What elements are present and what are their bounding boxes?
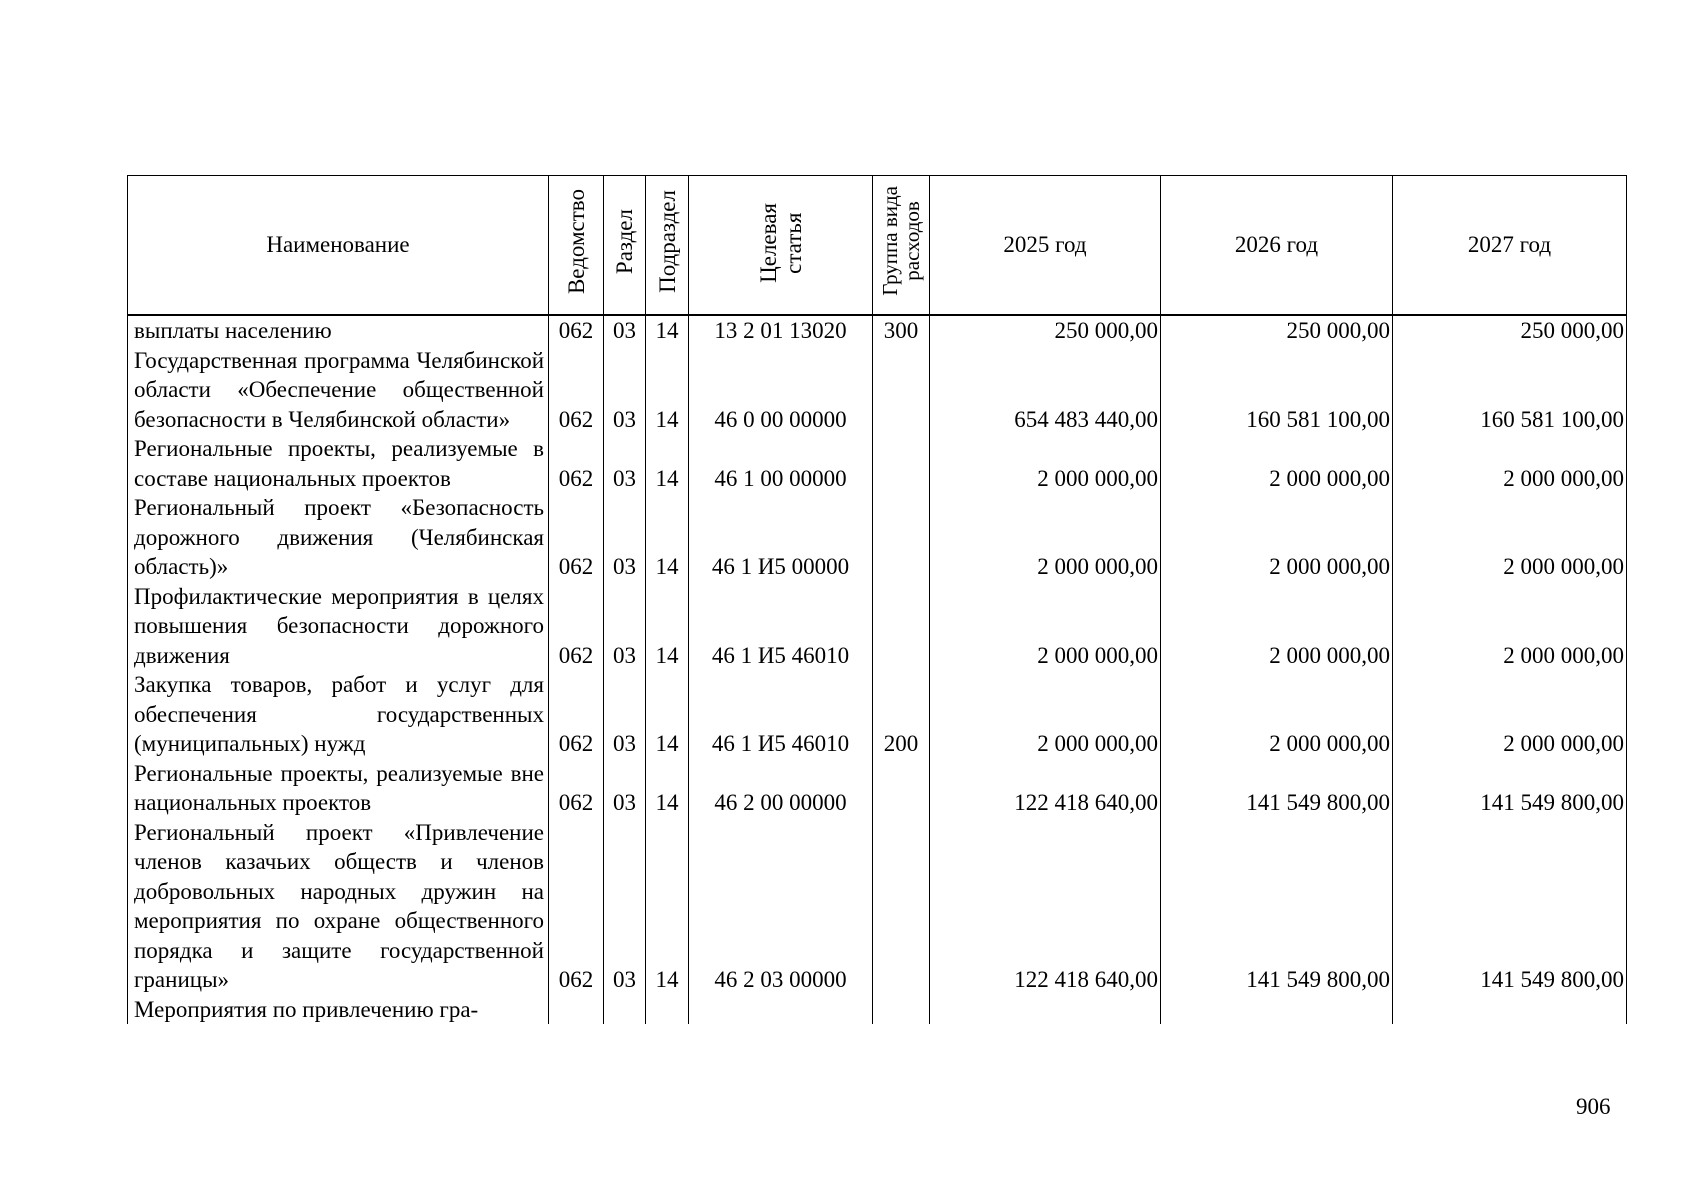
cell-expense-group	[873, 434, 930, 493]
table-body	[128, 315, 1627, 1024]
cell-name: Государственная программа Челябинской области «Обеспечение общественной безопасности в Челябинской области»	[128, 346, 549, 435]
cell-expense-group: 300	[873, 315, 930, 346]
cell-vedomstvo: 062	[549, 759, 604, 818]
cell-vedomstvo: 062	[549, 818, 604, 995]
header-target-article: Целевая статья	[689, 176, 873, 316]
cell-target-article: 46 1 И5 00000	[689, 493, 873, 582]
cell-name: Закупка товаров, работ и услуг для обеспечения государственных (муниципальных) нужд	[128, 670, 549, 759]
cell-target-article: 13 2 01 13020	[689, 315, 873, 346]
cell-amount-2027: 141 549 800,00	[1393, 818, 1627, 995]
cell-razdel: 03	[604, 670, 646, 759]
page-number: 906	[1576, 1094, 1611, 1119]
cell-podrazdel: 14	[646, 493, 689, 582]
cell-podrazdel: 14	[646, 346, 689, 435]
table-row	[128, 670, 1627, 759]
cell-name: Региональный проект «Безопасность дорожного движения (Челябинская область)»	[128, 493, 549, 582]
header-podrazdel: Подраздел	[646, 176, 689, 316]
cell-podrazdel: 14	[646, 670, 689, 759]
cell-expense-group	[873, 493, 930, 582]
header-expense-group: Группа вида расходов	[873, 176, 930, 316]
cell-amount-2026: 141 549 800,00	[1161, 818, 1393, 995]
cell-vedomstvo: 062	[549, 434, 604, 493]
cell-amount-2025: 122 418 640,00	[930, 818, 1161, 995]
table-row	[128, 582, 1627, 671]
cell-vedomstvo: 062	[549, 582, 604, 671]
cell-target-article: 46 2 03 00000	[689, 818, 873, 995]
cell-razdel: 03	[604, 493, 646, 582]
table-row	[128, 315, 1627, 346]
cell-expense-group	[873, 582, 930, 671]
cell-amount-2025: 2 000 000,00	[930, 493, 1161, 582]
cell-expense-group: 200	[873, 670, 930, 759]
cell-expense-group	[873, 818, 930, 995]
cell-name: Региональные проекты, реализуемые вне национальных проектов	[128, 759, 549, 818]
cell-podrazdel: 14	[646, 315, 689, 346]
cell-podrazdel	[646, 995, 689, 1025]
cell-amount-2025	[930, 995, 1161, 1025]
cell-vedomstvo: 062	[549, 346, 604, 435]
cell-name: Профилактические мероприятия в целях повышения безопасности дорожного движения	[128, 582, 549, 671]
budget-table	[127, 175, 1627, 1024]
cell-amount-2025: 2 000 000,00	[930, 670, 1161, 759]
cell-razdel: 03	[604, 818, 646, 995]
cell-expense-group	[873, 995, 930, 1025]
budget-table-container	[127, 175, 1627, 1024]
cell-target-article: 46 2 00 00000	[689, 759, 873, 818]
cell-amount-2025: 122 418 640,00	[930, 759, 1161, 818]
cell-target-article: 46 1 00 00000	[689, 434, 873, 493]
cell-target-article	[689, 995, 873, 1025]
cell-razdel: 03	[604, 582, 646, 671]
cell-podrazdel: 14	[646, 759, 689, 818]
table-row	[128, 493, 1627, 582]
header-row	[128, 176, 1627, 316]
cell-amount-2027: 141 549 800,00	[1393, 759, 1627, 818]
cell-razdel: 03	[604, 346, 646, 435]
cell-amount-2026	[1161, 995, 1393, 1025]
cell-podrazdel: 14	[646, 582, 689, 671]
header-year-2027: 2027 год	[1393, 176, 1627, 316]
cell-razdel: 03	[604, 315, 646, 346]
cell-amount-2026: 2 000 000,00	[1161, 434, 1393, 493]
cell-amount-2026: 141 549 800,00	[1161, 759, 1393, 818]
cell-name: Региональные проекты, реализуемые в составе национальных проектов	[128, 434, 549, 493]
cell-razdel	[604, 995, 646, 1025]
table-row	[128, 759, 1627, 818]
table-row	[128, 818, 1627, 995]
header-vedomstvo: Ведомство	[549, 176, 604, 316]
cell-amount-2027: 2 000 000,00	[1393, 434, 1627, 493]
cell-amount-2026: 2 000 000,00	[1161, 670, 1393, 759]
cell-amount-2025: 250 000,00	[930, 315, 1161, 346]
cell-amount-2026: 160 581 100,00	[1161, 346, 1393, 435]
cell-name: Мероприятия по привлечению гра-	[128, 995, 549, 1025]
cell-name: выплаты населению	[128, 315, 549, 346]
cell-amount-2027: 2 000 000,00	[1393, 670, 1627, 759]
cell-target-article: 46 1 И5 46010	[689, 582, 873, 671]
cell-vedomstvo: 062	[549, 315, 604, 346]
table-row	[128, 346, 1627, 435]
cell-amount-2027: 2 000 000,00	[1393, 582, 1627, 671]
cell-podrazdel: 14	[646, 818, 689, 995]
cell-vedomstvo: 062	[549, 670, 604, 759]
header-year-2025: 2025 год	[930, 176, 1161, 316]
cell-target-article: 46 0 00 00000	[689, 346, 873, 435]
cell-expense-group	[873, 759, 930, 818]
header-year-2026: 2026 год	[1161, 176, 1393, 316]
cell-amount-2027: 2 000 000,00	[1393, 493, 1627, 582]
table-row	[128, 434, 1627, 493]
cell-amount-2027: 250 000,00	[1393, 315, 1627, 346]
cell-razdel: 03	[604, 434, 646, 493]
header-name: Наименование	[128, 176, 549, 316]
cell-razdel: 03	[604, 759, 646, 818]
cell-vedomstvo	[549, 995, 604, 1025]
cell-podrazdel: 14	[646, 434, 689, 493]
table-row	[128, 995, 1627, 1025]
cell-target-article: 46 1 И5 46010	[689, 670, 873, 759]
header-razdel: Раздел	[604, 176, 646, 316]
cell-amount-2027	[1393, 995, 1627, 1025]
cell-expense-group	[873, 346, 930, 435]
cell-amount-2025: 2 000 000,00	[930, 434, 1161, 493]
cell-amount-2025: 654 483 440,00	[930, 346, 1161, 435]
cell-amount-2026: 250 000,00	[1161, 315, 1393, 346]
cell-amount-2026: 2 000 000,00	[1161, 582, 1393, 671]
cell-name: Региональный проект «Привлечение членов казачьих обществ и членов добровольных народных дружин на мероприятия по охране общественного порядка и защите государственной границы»	[128, 818, 549, 995]
cell-vedomstvo: 062	[549, 493, 604, 582]
cell-amount-2025: 2 000 000,00	[930, 582, 1161, 671]
cell-amount-2026: 2 000 000,00	[1161, 493, 1393, 582]
cell-amount-2027: 160 581 100,00	[1393, 346, 1627, 435]
